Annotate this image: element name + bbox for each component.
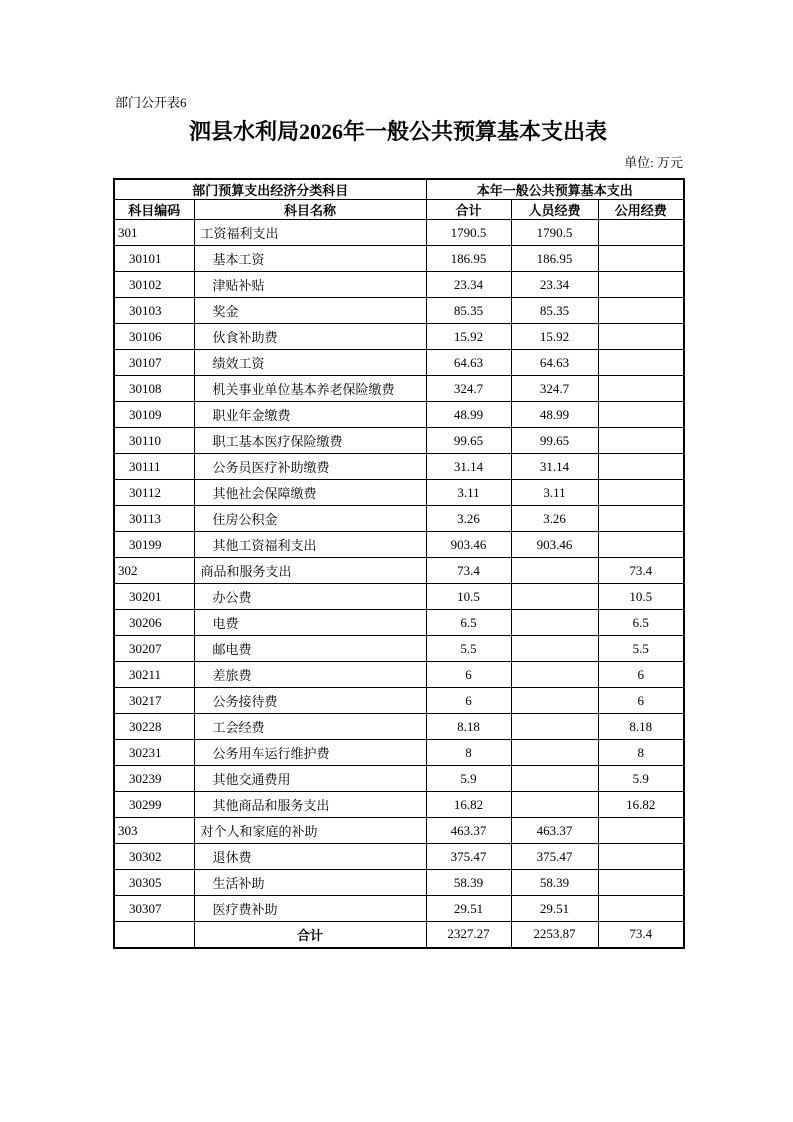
column-header-public: 公用经费 [598,200,684,220]
table-row [114,818,684,844]
table-row [114,454,684,480]
total-cell: 463.37 [426,818,511,844]
subject-name-cell: 公务接待费 [194,688,426,714]
subject-name-cell: 差旅费 [194,662,426,688]
personnel-cell: 23.34 [511,272,598,298]
personnel-cell [511,662,598,688]
total-cell: 6 [426,662,511,688]
column-header-subject-code: 科目编码 [114,200,194,220]
subject-code-cell: 30110 [114,428,194,454]
personnel-cell [511,714,598,740]
personnel-cell: 99.65 [511,428,598,454]
subject-name-cell: 基本工资 [194,246,426,272]
total-cell: 58.39 [426,870,511,896]
public-cell: 10.5 [598,584,684,610]
personnel-cell: 3.26 [511,506,598,532]
table-row [114,376,684,402]
table-row [114,558,684,584]
public-cell [598,532,684,558]
subject-name-cell: 商品和服务支出 [194,558,426,584]
subject-name-cell: 机关事业单位基本养老保险缴费 [194,376,426,402]
table-body [114,220,684,922]
total-cell: 3.26 [426,506,511,532]
personnel-cell: 324.7 [511,376,598,402]
subject-code-cell: 30307 [114,896,194,922]
subject-code-cell: 30217 [114,688,194,714]
public-cell [598,480,684,506]
public-cell [598,220,684,246]
public-cell: 8 [598,740,684,766]
personnel-cell: 31.14 [511,454,598,480]
table-row [114,480,684,506]
personnel-cell: 85.35 [511,298,598,324]
table-row [114,844,684,870]
total-cell: 375.47 [426,844,511,870]
subject-name-cell: 其他交通费用 [194,766,426,792]
subject-name-cell: 工会经费 [194,714,426,740]
total-cell: 48.99 [426,402,511,428]
total-cell: 23.34 [426,272,511,298]
table-row [114,324,684,350]
subject-code-cell: 30206 [114,610,194,636]
subject-code-cell: 30102 [114,272,194,298]
personnel-cell: 64.63 [511,350,598,376]
page-title: 泗县水利局2026年一般公共预算基本支出表 [188,119,607,144]
group-header-classification: 部门预算支出经济分类科目 [114,179,426,200]
subject-code-cell: 30228 [114,714,194,740]
subject-name-cell: 其他工资福利支出 [194,532,426,558]
total-cell: 31.14 [426,454,511,480]
table-row [114,220,684,246]
table-row [114,298,684,324]
column-header-total: 合计 [426,200,511,220]
public-cell [598,298,684,324]
total-cell: 903.46 [426,532,511,558]
subject-name-cell: 伙食补助费 [194,324,426,350]
subject-code-cell: 30112 [114,480,194,506]
subject-name-cell: 职工基本医疗保险缴费 [194,428,426,454]
table-row [114,532,684,558]
public-cell: 5.5 [598,636,684,662]
table-row [114,714,684,740]
total-cell: 73.4 [426,558,511,584]
table-row [114,896,684,922]
public-cell: 6.5 [598,610,684,636]
table-row [114,610,684,636]
public-cell: 6 [598,662,684,688]
public-cell [598,428,684,454]
subject-code-cell: 30299 [114,792,194,818]
total-cell: 324.7 [426,376,511,402]
personnel-cell: 15.92 [511,324,598,350]
subject-code-cell: 30239 [114,766,194,792]
total-cell: 16.82 [426,792,511,818]
total-row [114,922,684,948]
subject-name-cell: 其他社会保障缴费 [194,480,426,506]
subject-name-cell: 奖金 [194,298,426,324]
table-row [114,870,684,896]
table-row [114,636,684,662]
public-cell [598,896,684,922]
subject-code-cell: 30108 [114,376,194,402]
total-row-code-cell [114,922,194,948]
subject-name-cell: 职业年金缴费 [194,402,426,428]
subject-name-cell: 办公费 [194,584,426,610]
subject-code-cell: 302 [114,558,194,584]
subject-code-cell: 30101 [114,246,194,272]
total-cell: 10.5 [426,584,511,610]
total-cell: 5.9 [426,766,511,792]
table-row [114,428,684,454]
subject-name-cell: 医疗费补助 [194,896,426,922]
table-row [114,662,684,688]
personnel-cell: 3.11 [511,480,598,506]
personnel-cell: 186.95 [511,246,598,272]
subject-name-cell: 公务员医疗补助缴费 [194,454,426,480]
table-row [114,584,684,610]
table-row [114,688,684,714]
subject-code-cell: 30103 [114,298,194,324]
group-header-budget: 本年一般公共预算基本支出 [426,179,684,200]
personnel-cell [511,740,598,766]
personnel-cell: 463.37 [511,818,598,844]
subject-code-cell: 30111 [114,454,194,480]
total-cell: 6.5 [426,610,511,636]
personnel-cell: 375.47 [511,844,598,870]
total-cell: 8 [426,740,511,766]
public-cell [598,272,684,298]
table-row [114,766,684,792]
total-row-label: 合计 [194,922,426,948]
subject-code-cell: 30305 [114,870,194,896]
public-cell [598,870,684,896]
total-cell: 85.35 [426,298,511,324]
public-cell [598,844,684,870]
public-cell [598,246,684,272]
subject-code-cell: 30201 [114,584,194,610]
total-cell: 15.92 [426,324,511,350]
total-cell: 1790.5 [426,220,511,246]
subject-code-cell: 30113 [114,506,194,532]
subject-name-cell: 其他商品和服务支出 [194,792,426,818]
subject-code-cell: 30302 [114,844,194,870]
table-footer [114,922,684,948]
public-cell [598,376,684,402]
column-header-subject-name: 科目名称 [194,200,426,220]
subject-code-cell: 30211 [114,662,194,688]
public-cell [598,402,684,428]
total-cell: 29.51 [426,896,511,922]
unit-note: 单位: 万元 [624,155,683,170]
total-cell: 8.18 [426,714,511,740]
subject-name-cell: 津贴补贴 [194,272,426,298]
total-cell: 64.63 [426,350,511,376]
table-row [114,402,684,428]
table-row [114,350,684,376]
table-row [114,792,684,818]
total-row-personnel-cell: 2253.87 [511,922,598,948]
subject-code-cell: 30231 [114,740,194,766]
subject-code-cell: 30107 [114,350,194,376]
total-row-total-cell: 2327.27 [426,922,511,948]
subject-code-cell: 30199 [114,532,194,558]
total-cell: 186.95 [426,246,511,272]
public-cell: 8.18 [598,714,684,740]
subject-code-cell: 30109 [114,402,194,428]
budget-table [113,178,685,949]
public-cell [598,454,684,480]
subject-code-cell: 30207 [114,636,194,662]
public-cell: 5.9 [598,766,684,792]
public-cell [598,506,684,532]
personnel-cell [511,610,598,636]
public-cell: 73.4 [598,558,684,584]
subject-name-cell: 退休费 [194,844,426,870]
subject-code-cell: 303 [114,818,194,844]
public-cell: 16.82 [598,792,684,818]
subject-code-cell: 30106 [114,324,194,350]
personnel-cell [511,636,598,662]
column-header-personnel: 人员经费 [511,200,598,220]
personnel-cell [511,766,598,792]
total-row-public-cell: 73.4 [598,922,684,948]
total-cell: 3.11 [426,480,511,506]
personnel-cell: 29.51 [511,896,598,922]
table-row [114,246,684,272]
subject-name-cell: 住房公积金 [194,506,426,532]
public-cell [598,350,684,376]
subject-name-cell: 工资福利支出 [194,220,426,246]
personnel-cell [511,584,598,610]
public-cell [598,818,684,844]
subject-name-cell: 对个人和家庭的补助 [194,818,426,844]
personnel-cell: 58.39 [511,870,598,896]
subject-name-cell: 电费 [194,610,426,636]
personnel-cell [511,558,598,584]
personnel-cell: 48.99 [511,402,598,428]
subject-name-cell: 公务用车运行维护费 [194,740,426,766]
personnel-cell [511,792,598,818]
doc-label: 部门公开表6 [115,95,187,110]
table-row [114,272,684,298]
personnel-cell [511,688,598,714]
subject-name-cell: 生活补助 [194,870,426,896]
total-cell: 6 [426,688,511,714]
table-row [114,506,684,532]
subject-name-cell: 绩效工资 [194,350,426,376]
column-header-row [114,200,684,220]
personnel-cell: 1790.5 [511,220,598,246]
public-cell: 6 [598,688,684,714]
group-header-row [114,179,684,200]
subject-code-cell: 301 [114,220,194,246]
public-cell [598,324,684,350]
subject-name-cell: 邮电费 [194,636,426,662]
total-cell: 99.65 [426,428,511,454]
personnel-cell: 903.46 [511,532,598,558]
table-row [114,740,684,766]
total-cell: 5.5 [426,636,511,662]
table-header [114,179,684,220]
